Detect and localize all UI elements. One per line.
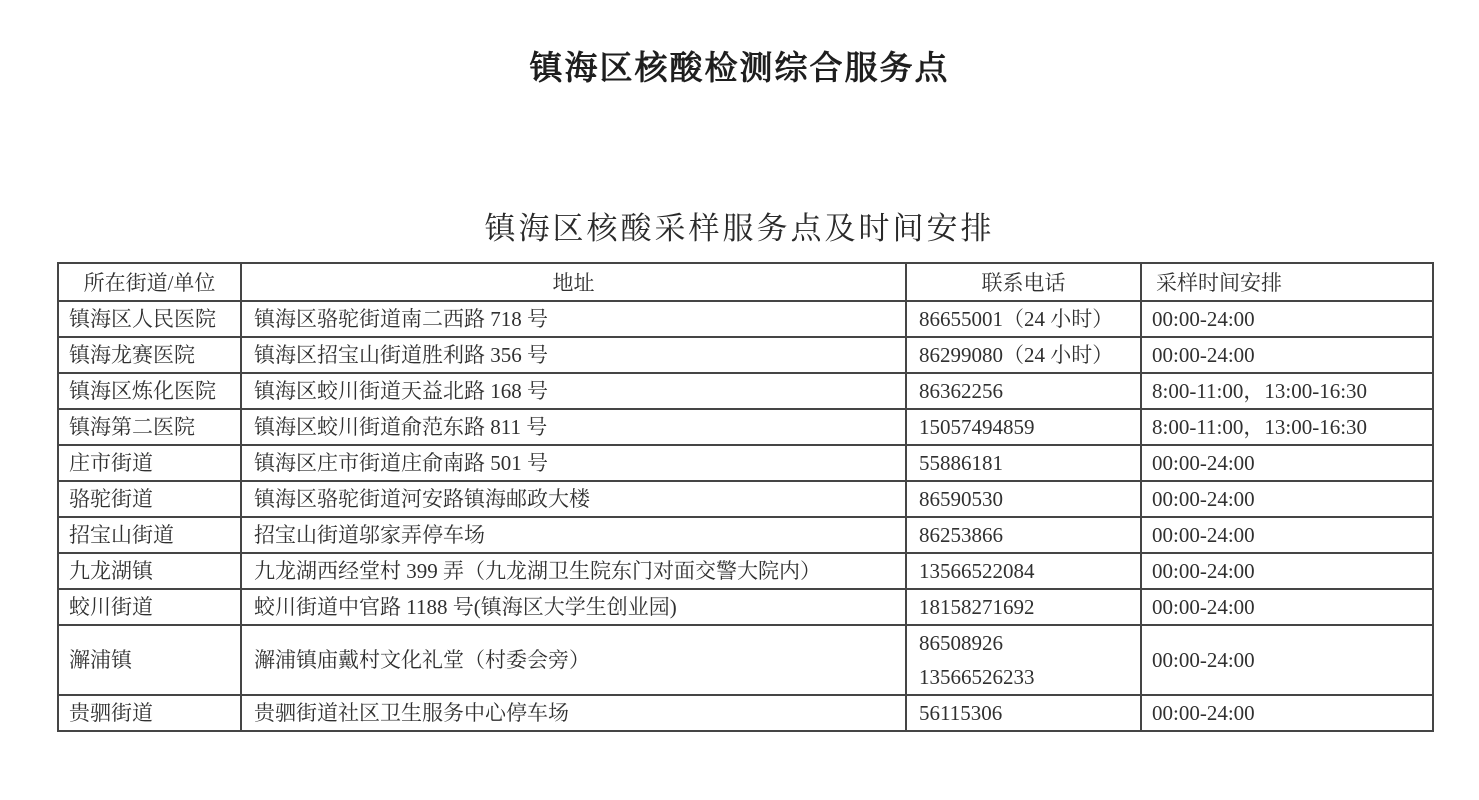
table-row bbox=[58, 337, 1433, 373]
column-header-time: 采样时间安排 bbox=[1141, 263, 1433, 301]
time-cell bbox=[1141, 337, 1433, 373]
table-title: 镇海区核酸采样服务点及时间安排 bbox=[484, 211, 995, 246]
time-cell bbox=[1141, 481, 1433, 517]
table-row bbox=[58, 589, 1433, 625]
table-row bbox=[58, 695, 1433, 731]
unit-cell bbox=[58, 589, 241, 625]
unit-cell-line: 骆驼街道 bbox=[69, 487, 153, 511]
address-cell-line: 镇海区蛟川街道俞范东路 811 号 bbox=[254, 415, 548, 439]
address-cell-line: 镇海区庄市街道庄俞南路 501 号 bbox=[254, 451, 548, 475]
table-row bbox=[58, 481, 1433, 517]
address-cell-line: 镇海区骆驼街道河安路镇海邮政大楼 bbox=[254, 487, 590, 511]
phone-cell-line: 86362256 bbox=[919, 379, 1003, 403]
table-body bbox=[58, 301, 1433, 731]
address-cell bbox=[241, 589, 906, 625]
unit-cell bbox=[58, 445, 241, 481]
unit-cell-line: 镇海龙赛医院 bbox=[69, 343, 195, 367]
unit-cell-line: 招宝山街道 bbox=[69, 523, 174, 547]
address-cell bbox=[241, 553, 906, 589]
address-cell-line: 镇海区蛟川街道天益北路 168 号 bbox=[254, 379, 548, 403]
column-header-unit: 所在街道/单位 bbox=[58, 263, 241, 301]
time-cell bbox=[1141, 625, 1433, 695]
unit-cell-line: 澥浦镇 bbox=[69, 648, 132, 672]
time-cell-line: 00:00-24:00 bbox=[1152, 523, 1255, 547]
address-cell bbox=[241, 301, 906, 337]
address-cell bbox=[241, 517, 906, 553]
time-cell bbox=[1141, 553, 1433, 589]
phone-cell-line: 13566526233 bbox=[919, 665, 1035, 689]
address-cell-line: 镇海区骆驼街道南二西路 718 号 bbox=[254, 307, 548, 331]
address-cell-line: 镇海区招宝山街道胜利路 356 号 bbox=[254, 343, 548, 367]
unit-cell bbox=[58, 409, 241, 445]
table-row bbox=[58, 445, 1433, 481]
unit-cell-line: 镇海区炼化医院 bbox=[69, 379, 216, 403]
unit-cell-line: 镇海区人民医院 bbox=[69, 307, 216, 331]
page-title: 镇海区核酸检测综合服务点 bbox=[529, 49, 950, 86]
phone-cell-line: 55886181 bbox=[919, 451, 1003, 475]
phone-cell-line: 86299080（24 小时） bbox=[919, 343, 1114, 367]
time-cell-line: 00:00-24:00 bbox=[1152, 595, 1255, 619]
phone-cell bbox=[906, 337, 1141, 373]
time-cell-line: 00:00-24:00 bbox=[1152, 343, 1255, 367]
table-header bbox=[58, 263, 1433, 301]
table-row bbox=[58, 301, 1433, 337]
time-cell-line: 8:00-11:00，13:00-16:30 bbox=[1152, 379, 1368, 403]
table-row bbox=[58, 409, 1433, 445]
phone-cell-line: 56115306 bbox=[919, 701, 1003, 725]
unit-cell bbox=[58, 337, 241, 373]
address-cell bbox=[241, 373, 906, 409]
address-cell-line: 澥浦镇庙戴村文化礼堂（村委会旁） bbox=[254, 648, 590, 672]
address-cell-line: 招宝山街道邬家弄停车场 bbox=[254, 523, 485, 547]
unit-cell-line: 镇海第二医院 bbox=[69, 415, 195, 439]
phone-cell-line: 86508926 bbox=[919, 631, 1003, 655]
time-cell bbox=[1141, 589, 1433, 625]
address-cell bbox=[241, 409, 906, 445]
phone-cell bbox=[906, 301, 1141, 337]
unit-cell-line: 九龙湖镇 bbox=[69, 559, 153, 583]
unit-cell bbox=[58, 517, 241, 553]
unit-cell-line: 庄市街道 bbox=[69, 451, 153, 475]
phone-cell bbox=[906, 373, 1141, 409]
table-row bbox=[58, 553, 1433, 589]
phone-cell bbox=[906, 445, 1141, 481]
time-cell-line: 00:00-24:00 bbox=[1152, 559, 1255, 583]
time-cell-line: 8:00-11:00，13:00-16:30 bbox=[1152, 415, 1368, 439]
phone-cell bbox=[906, 409, 1141, 445]
time-cell bbox=[1141, 695, 1433, 731]
header-row bbox=[58, 263, 1433, 301]
sampling-table bbox=[57, 262, 1434, 732]
unit-cell bbox=[58, 553, 241, 589]
address-cell-line: 贵驷街道社区卫生服务中心停车场 bbox=[254, 701, 569, 725]
time-cell bbox=[1141, 301, 1433, 337]
phone-cell-line: 86590530 bbox=[919, 487, 1003, 511]
column-header-phone: 联系电话 bbox=[906, 263, 1141, 301]
phone-cell-line: 13566522084 bbox=[919, 559, 1035, 583]
address-cell bbox=[241, 625, 906, 695]
phone-cell bbox=[906, 695, 1141, 731]
address-cell bbox=[241, 337, 906, 373]
column-header-address: 地址 bbox=[241, 263, 906, 301]
phone-cell-line: 86655001（24 小时） bbox=[919, 307, 1114, 331]
address-cell-line: 蛟川街道中官路 1188 号(镇海区大学生创业园) bbox=[254, 595, 677, 619]
table-row bbox=[58, 517, 1433, 553]
phone-cell bbox=[906, 553, 1141, 589]
time-cell bbox=[1141, 445, 1433, 481]
time-cell-line: 00:00-24:00 bbox=[1152, 487, 1255, 511]
table-row bbox=[58, 625, 1433, 695]
address-cell bbox=[241, 695, 906, 731]
phone-cell-line: 18158271692 bbox=[919, 595, 1035, 619]
unit-cell bbox=[58, 481, 241, 517]
phone-cell bbox=[906, 625, 1141, 695]
time-cell-line: 00:00-24:00 bbox=[1152, 451, 1255, 475]
phone-cell bbox=[906, 589, 1141, 625]
time-cell-line: 00:00-24:00 bbox=[1152, 648, 1255, 672]
address-cell bbox=[241, 481, 906, 517]
phone-cell bbox=[906, 481, 1141, 517]
phone-cell-line: 86253866 bbox=[919, 523, 1003, 547]
unit-cell-line: 蛟川街道 bbox=[69, 595, 153, 619]
table-row bbox=[58, 373, 1433, 409]
time-cell-line: 00:00-24:00 bbox=[1152, 701, 1255, 725]
phone-cell-line: 15057494859 bbox=[919, 415, 1035, 439]
address-cell bbox=[241, 445, 906, 481]
time-cell bbox=[1141, 517, 1433, 553]
unit-cell bbox=[58, 695, 241, 731]
unit-cell bbox=[58, 625, 241, 695]
time-cell bbox=[1141, 373, 1433, 409]
unit-cell bbox=[58, 373, 241, 409]
unit-cell bbox=[58, 301, 241, 337]
phone-cell bbox=[906, 517, 1141, 553]
address-cell-line: 九龙湖西经堂村 399 弄（九龙湖卫生院东门对面交警大院内） bbox=[254, 559, 821, 583]
time-cell-line: 00:00-24:00 bbox=[1152, 307, 1255, 331]
time-cell bbox=[1141, 409, 1433, 445]
unit-cell-line: 贵驷街道 bbox=[69, 701, 153, 725]
